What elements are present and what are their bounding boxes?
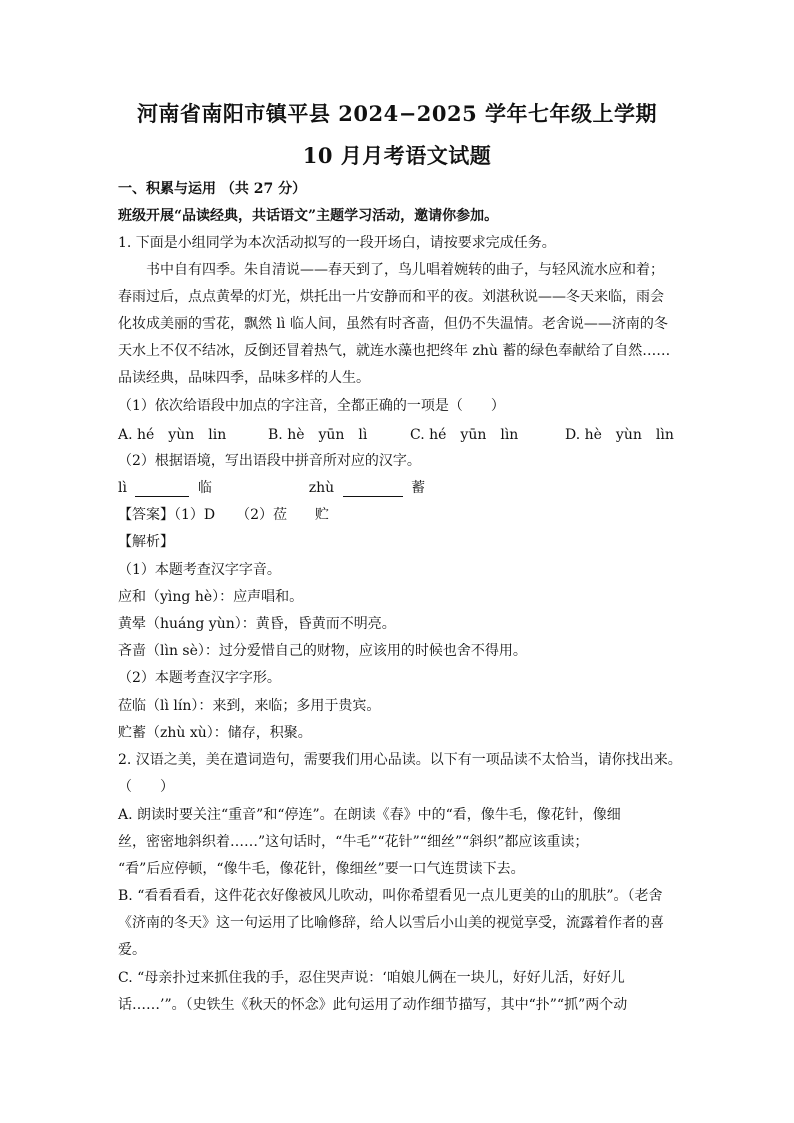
option-b-line: 爱。	[118, 942, 146, 958]
activity-intro: 班级开展“品读经典，共话语文”主题学习活动，邀请你参加。	[118, 208, 499, 224]
option-d: D. hè yùn lìn	[565, 427, 674, 443]
answer-blank-2	[343, 482, 403, 497]
blank-1-char: 临	[197, 480, 212, 496]
passage-line: 书中自有四季。朱自清说——春天到了，鸟儿唱着婉转的曲子，与轻风流水应和着；	[146, 262, 664, 278]
blank-2-char: 蓄	[411, 480, 426, 496]
analysis-label: 【解析】	[118, 534, 174, 550]
analysis-line: 应和（yìng hè）：应声唱和。	[118, 589, 304, 605]
option-a-line: A. 朗读时要关注“重音”和“停连”。在朗读《春》中的“看，像牛毛，像花针，像细	[118, 807, 621, 823]
passage-line: 天水上不仅不结冰，反倒还冒着热气，就连水藻也把终年 zhù 蓄的绿色奉献给了自然……	[118, 343, 671, 359]
question-1-sub-2: （2）根据语境，写出语段中拼音所对应的汉字。	[118, 453, 421, 469]
analysis-line: 贮蓄（zhù xù）：储存，积聚。	[118, 725, 312, 741]
option-a: A. hé yùn lin	[118, 427, 227, 443]
section-heading: 一、积累与运用 （共 27 分）	[118, 181, 307, 197]
analysis-line: （1）本题考查汉字字音。	[118, 562, 281, 578]
option-c-line: 话……’”。（史铁生《秋天的怀念》此句运用了动作细节描写，其中“扑”“抓”两个动	[118, 997, 628, 1013]
analysis-line: 吝啬（lìn sè）：过分爱惜自己的财物，应该用的时候也舍不得用。	[118, 643, 527, 659]
answer-key: 【答案】（1）D （2）莅 贮	[118, 507, 330, 523]
option-a-line: “看”后应停顿，“像牛毛，像花针，像细丝”要一口气连贯读下去。	[118, 861, 525, 877]
option-b-line: 《济南的冬天》这一句运用了比喻修辞，给人以雪后小山美的视觉享受，流露着作者的喜	[118, 915, 664, 931]
option-b-line: B. “看看看看，这件花衣好像被风儿吹动，叫你希望看见一点儿更美的山的肌肤”。（老舍	[118, 888, 663, 904]
option-a-line: 丝，密密地斜织着……”这句话时，“牛毛”“花针”“细丝”“斜织”都应该重读；	[118, 834, 589, 850]
question-1-sub-1: （1）依次给语段中加点的字注音，全都正确的一项是（ ）	[118, 398, 505, 414]
analysis-line: （2）本题考查汉字字形。	[118, 670, 281, 686]
question-1-stem: 1. 下面是小组同学为本次活动拟写的一段开场白，请按要求完成任务。	[118, 235, 556, 251]
option-b: B. hè yūn lì	[268, 427, 368, 443]
question-2-stem: 2. 汉语之美，美在遣词造句，需要我们用心品读。以下有一项品读不太恰当，请你找出来。	[118, 752, 682, 768]
option-c-line: C. “母亲扑过来抓住我的手，忍住哭声说：‘咱娘儿俩在一块儿，好好儿活，好好儿	[118, 970, 625, 986]
passage-line: 品读经典，品味四季，品味多样的人生。	[118, 370, 370, 386]
analysis-line: 莅临（lì lín）：来到，来临；多用于贵宾。	[118, 698, 381, 714]
question-2-paren: （ ）	[118, 779, 174, 795]
blank-1-pinyin: lì	[118, 480, 127, 496]
passage-line: 春雨过后，点点黄晕的灯光，烘托出一片安静而和平的夜。刘湛秋说——冬天来临，雨会	[118, 289, 664, 305]
fill-blank-row	[118, 479, 425, 497]
exam-title-line-1: 河南省南阳市镇平县 2024−2025 学年七年级上学期	[136, 101, 658, 126]
blank-2-pinyin: zhù	[308, 480, 335, 496]
answer-blank-1	[135, 482, 189, 497]
exam-title-line-2: 10 月月考语文试题	[302, 143, 492, 168]
passage-line: 化妆成美丽的雪花，飘然 lì 临人间，虽然有时吝啬，但仍不失温情。老舍说——济南的冬	[118, 316, 668, 332]
analysis-line: 黄晕（huáng yùn）：黄昏，昏黄而不明亮。	[118, 616, 396, 632]
option-c: C. hé yūn lìn	[410, 427, 519, 443]
